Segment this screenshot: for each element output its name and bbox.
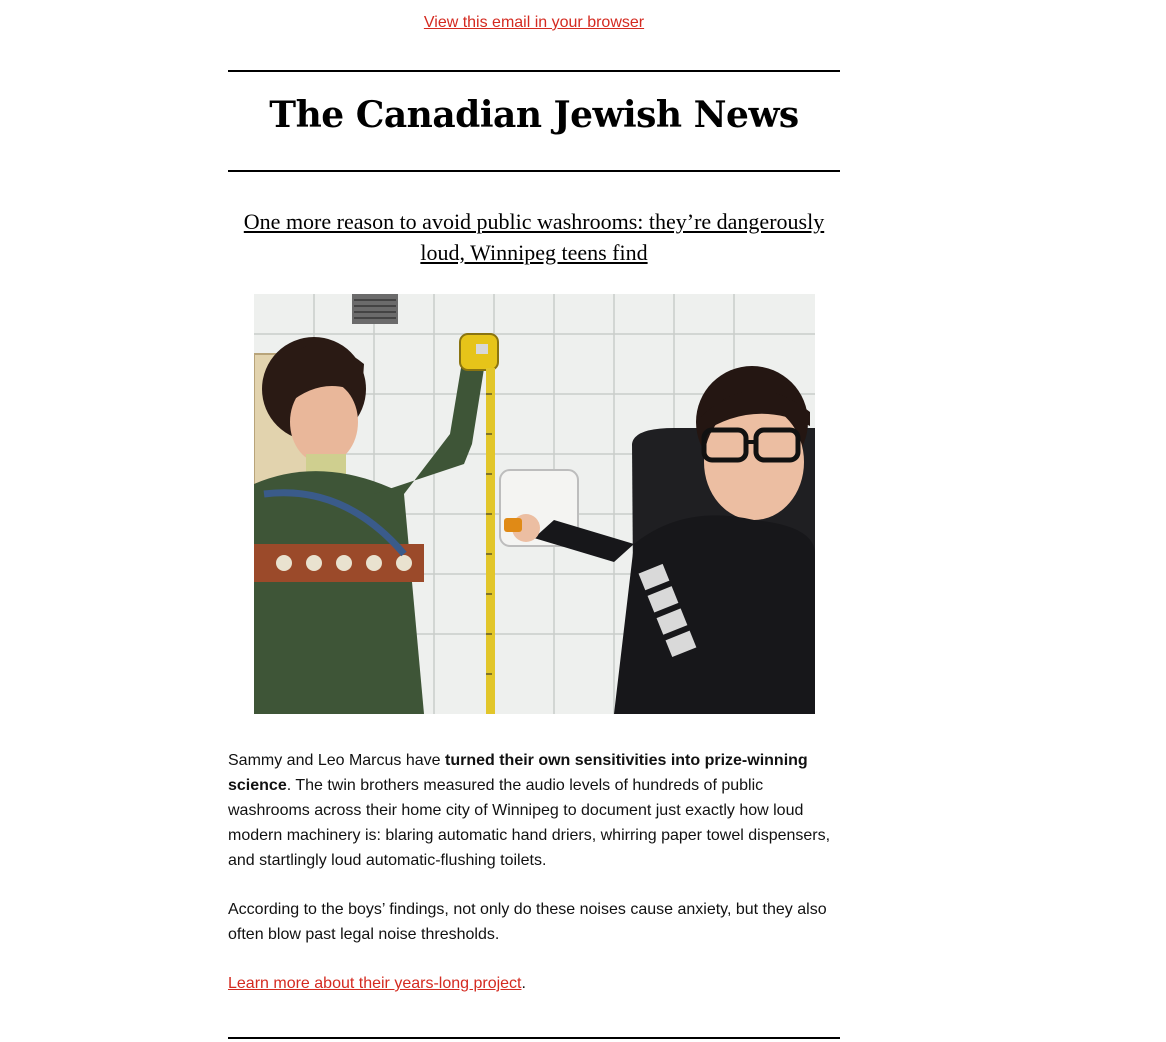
article-paragraph-1 — [228, 748, 840, 873]
article-photo[interactable] — [254, 294, 815, 714]
paragraph-1-bold: turned their own sensitivities into prize-winning science — [228, 752, 808, 794]
article-headline-link[interactable]: One more reason to avoid public washrooms: they’re dangerously loud, Winnipeg teens find — [243, 209, 825, 265]
paragraph-1-rest: . The twin brothers measured the audio levels of hundreds of public washrooms across their home city of Winnipeg to document just exactly how loud modern machinery is: blaring automatic hand driers, whirring paper towel dispensers, and startlingly loud automatic-flushing toilets. — [228, 777, 831, 869]
learn-more-link[interactable]: Learn more about their years-long project — [228, 975, 522, 992]
article-paragraph-2: According to the boys’ findings, not only do these noises cause anxiety, but they also often blow past legal noise thresholds. — [228, 901, 827, 943]
masthead-bottom-rule — [228, 170, 840, 172]
paragraph-1-intro: Sammy and Leo Marcus have — [228, 752, 445, 769]
masthead-top-rule — [228, 70, 840, 72]
footer-rule — [228, 1037, 840, 1039]
article-cta — [228, 971, 840, 996]
washroom-photo-illustration — [254, 294, 815, 714]
view-in-browser-link[interactable]: View this email in your browser — [423, 14, 645, 31]
browser-link-container — [0, 14, 1068, 32]
cta-suffix: . — [521, 975, 526, 992]
masthead-title[interactable]: The Canadian Jewish News — [269, 94, 799, 136]
